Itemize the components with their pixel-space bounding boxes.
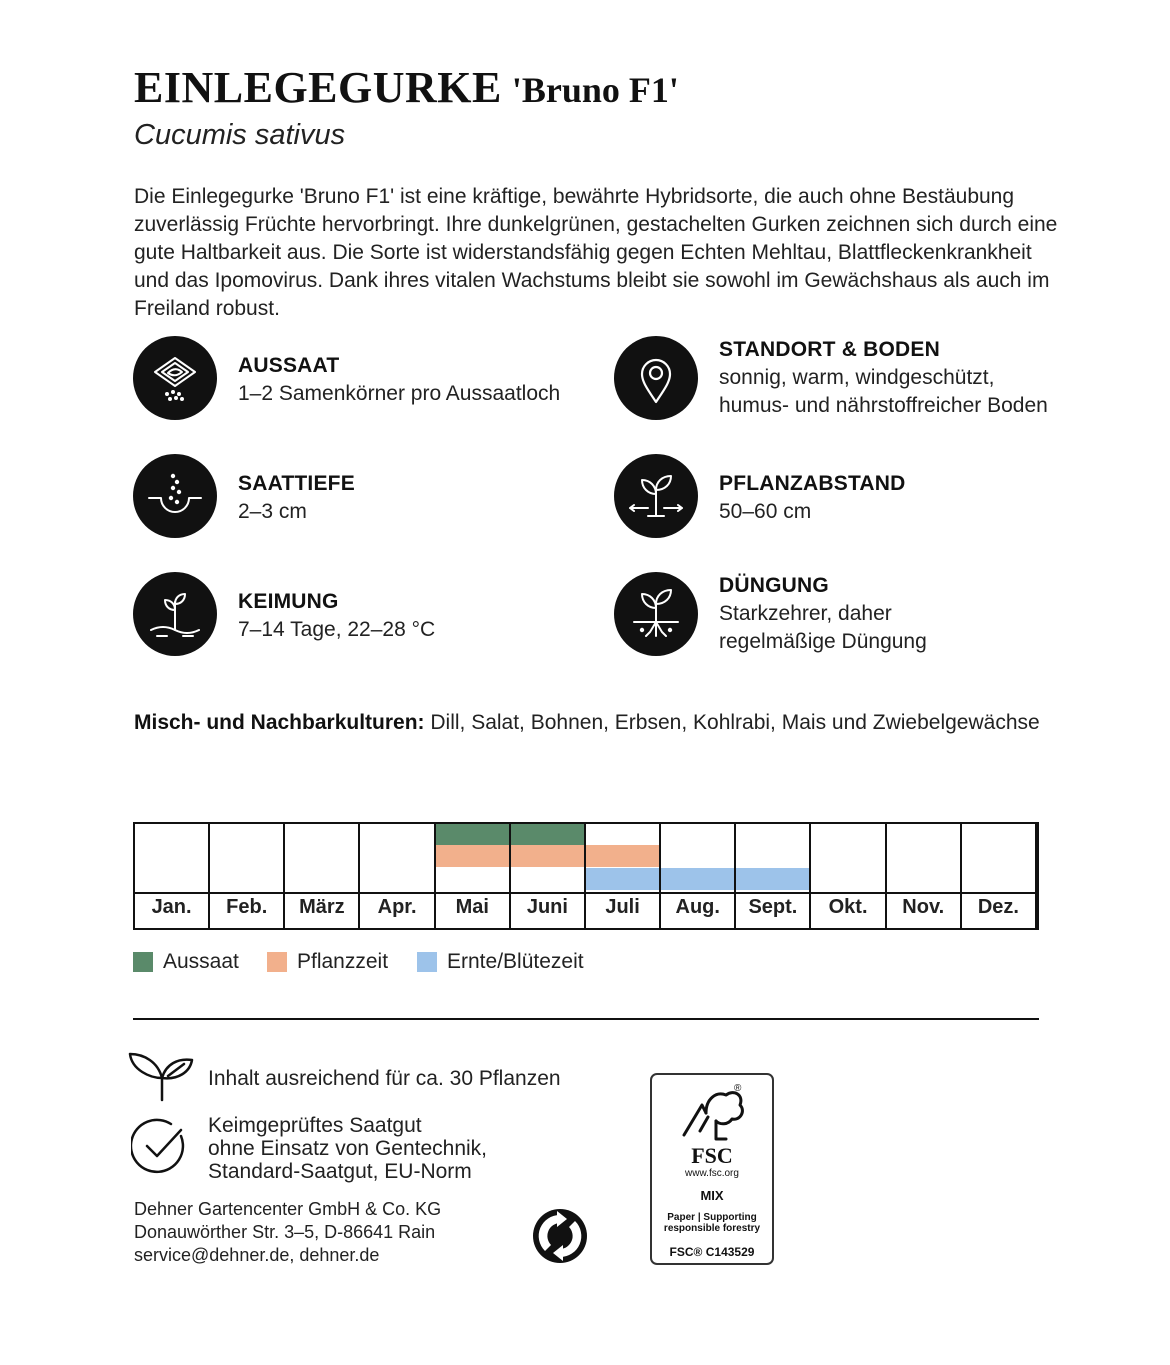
companion-plants: [134, 709, 1040, 737]
seed-count: Inhalt ausreichend für ca. 30 Pflanzen: [208, 1067, 561, 1090]
calendar-month-label: Juli: [605, 896, 640, 918]
quality-line: Keimgeprüftes Saatgut: [208, 1114, 422, 1137]
calendar-month-label: Jan.: [151, 896, 192, 918]
calendar-month: [887, 824, 962, 928]
seed-packet-icon: [133, 336, 217, 420]
company-street: Donauwörther Str. 3–5, D-86641 Rain: [134, 1222, 436, 1242]
calendar-month: [661, 824, 736, 928]
checkmark-icon: [131, 1118, 189, 1176]
company-contact: service@dehner.de, dehner.de: [134, 1245, 380, 1265]
calendar-bar-aussaat: [511, 824, 584, 845]
calendar-bar-ernte: [661, 868, 734, 890]
calendar-month: [436, 824, 511, 928]
legend-aussaat: [133, 950, 239, 974]
calendar-month: [511, 824, 586, 928]
info-heading: STANDORT & BODEN: [719, 338, 940, 361]
calendar-bar-pflanzzeit: [436, 845, 509, 867]
calendar-bar-ernte: [586, 868, 659, 890]
info-heading: PFLANZABSTAND: [719, 472, 906, 495]
legend-swatch-pflanzzeit: [267, 952, 287, 972]
calendar-month-label: Apr.: [377, 896, 417, 918]
calendar-bar-pflanzzeit: [511, 845, 584, 867]
calendar-month-label: März: [299, 896, 345, 918]
calendar-month: [210, 824, 285, 928]
calendar-month: [736, 824, 811, 928]
info-heading: SAATTIEFE: [238, 472, 355, 495]
calendar-month: [812, 824, 887, 928]
fsc-paper: [652, 1212, 772, 1234]
calendar-month: [586, 824, 661, 928]
info-value: 50–60 cm: [719, 500, 812, 523]
company-address: [134, 1198, 441, 1267]
fertilizer-roots-icon: [614, 572, 698, 656]
fsc-paper-line: Paper | Supporting: [667, 1212, 757, 1223]
info-value: humus- und nährstoffreicher Boden: [719, 394, 1048, 417]
companion-value: Dill, Salat, Bohnen, Erbsen, Kohlrabi, Mais und Zwiebelgewächse: [424, 711, 1040, 734]
quality-line: ohne Einsatz von Gentechnik,: [208, 1137, 488, 1160]
calendar-month: [962, 824, 1037, 928]
calendar-month-label: Dez.: [977, 896, 1019, 918]
fsc-logo: [650, 1073, 774, 1265]
calendar-month: [135, 824, 210, 928]
legend-label: Ernte/Blütezeit: [447, 950, 584, 973]
calendar-month-label: Mai: [455, 896, 489, 918]
legend-label: Aussaat: [163, 950, 239, 973]
calendar-month-label: Juni: [526, 896, 568, 918]
quality-line: Standard-Saatgut, EU-Norm: [208, 1160, 472, 1183]
fsc-brand: FSC: [691, 1143, 733, 1168]
info-heading: DÜNGUNG: [719, 574, 829, 597]
cultivar-name: 'Bruno F1': [511, 70, 679, 110]
green-dot-recycling-icon: [531, 1207, 589, 1265]
plant-spacing-icon: [614, 454, 698, 538]
divider: [133, 1018, 1039, 1020]
product-description: Die Einlegegurke 'Bruno F1' ist eine kräftige, bewährte Hybridsorte, die auch ohne Bestäubung zuverlässig Früchte hervorbringt. Ihre dunkelgrünen, gestachelten Gurken zeichnen sich durch eine gute Haltbarkeit aus. Die Sorte ist widerstandsfähig gegen Echten Mehltau, Blattfleckenkrankheit und das Ipomovirus. Dank ihres vitalen Wachstums bleibt sie sowohl im Gewächshaus als auch im Freiland robust.: [134, 185, 1058, 320]
seed-depth-icon: [133, 454, 217, 538]
info-value: 7–14 Tage, 22–28 °C: [238, 618, 436, 641]
latin-name: Cucumis sativus: [134, 119, 346, 151]
calendar-month-label: Nov.: [902, 896, 945, 918]
info-value: sonnig, warm, windgeschützt,: [719, 366, 995, 389]
seedling-icon: [128, 1048, 196, 1104]
fsc-url: www.fsc.org: [685, 1168, 739, 1179]
info-value: Starkzehrer, daher: [719, 602, 892, 625]
calendar-month-label: Okt.: [828, 896, 868, 918]
legend-swatch-ernte: [417, 952, 437, 972]
fsc-paper-line: responsible forestry: [663, 1223, 761, 1234]
sowing-calendar: [133, 822, 1039, 930]
info-value: regelmäßige Düngung: [719, 630, 927, 653]
legend-label: Pflanzzeit: [297, 950, 389, 973]
fsc-mix: MIX: [700, 1188, 724, 1203]
company-name: Dehner Gartencenter GmbH & Co. KG: [134, 1199, 442, 1219]
calendar-label-divider: [135, 892, 1037, 894]
fsc-code: FSC® C143529: [669, 1245, 755, 1259]
legend-ernte: [417, 950, 584, 974]
product-title: [134, 62, 679, 113]
legend-swatch-aussaat: [133, 952, 153, 972]
location-pin-icon: [614, 336, 698, 420]
calendar-month: [361, 824, 436, 928]
fsc-registered: ®: [734, 1083, 742, 1094]
info-value: 2–3 cm: [238, 500, 307, 523]
calendar-month-label: Aug.: [675, 896, 720, 918]
info-value: 1–2 Samenkörner pro Aussaatloch: [238, 382, 561, 405]
calendar-bar-aussaat: [436, 824, 509, 845]
calendar-month-label: Feb.: [226, 896, 268, 918]
product-name: EINLEGEGURKE: [134, 63, 502, 112]
calendar-bar-ernte: [736, 868, 809, 890]
quality-statement: [208, 1114, 487, 1183]
info-heading: AUSSAAT: [238, 354, 340, 377]
legend-pflanzzeit: [267, 950, 388, 974]
calendar-bar-pflanzzeit: [586, 845, 659, 867]
calendar-month: [285, 824, 360, 928]
companion-label: Misch- und Nachbarkulturen:: [134, 711, 425, 734]
info-heading: KEIMUNG: [238, 590, 339, 613]
calendar-month-label: Sept.: [748, 896, 798, 918]
sprout-icon: [133, 572, 217, 656]
